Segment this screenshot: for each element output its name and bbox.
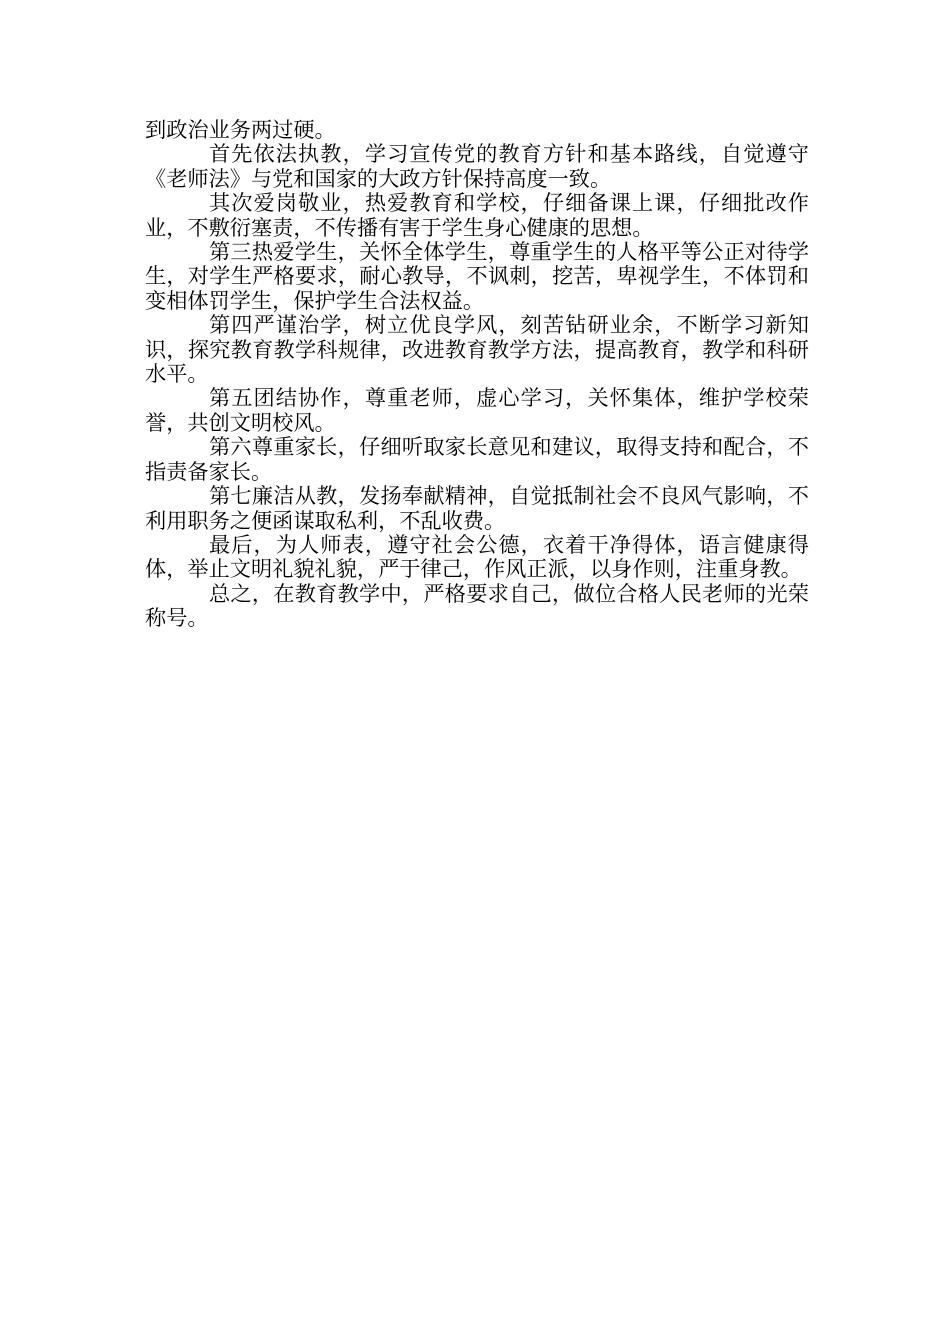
paragraph-rigorous-scholarship: 第四严谨治学，树立优良学风，刻苦钻研业余，不断学习新知识，探究教育教学科规律，改进教育教学方法，提高教育，教学和科研水平。 [145,312,809,387]
paragraph-respect-parents: 第六尊重家长，仔细听取家长意见和建议，取得支持和配合，不指责备家长。 [145,434,809,484]
paragraph-conclusion: 总之，在教育教学中，严格要求自己，做位合格人民老师的光荣称号。 [145,580,809,631]
paragraph-role-model: 最后，为人师表，遵守社会公德，衣着干净得体，语言健康得体，举止文明礼貌礼貌，严于律己，作风正派，以身作则，注重身教。 [145,531,809,582]
paragraph-love-students: 第三热爱学生，关怀全体学生，尊重学生的人格平等公正对待学生，对学生严格要求，耐心教导，不讽刺，挖苦，卑视学生，不体罚和变相体罚学生，保护学生合法权益。 [145,239,809,313]
paragraph-cooperation: 第五团结协作，尊重老师，虚心学习，关怀集体，维护学校荣誉，共创文明校风。 [145,385,809,435]
paragraph-law-abiding: 首先依法执教，学习宣传党的教育方针和基本路线，自觉遵守《老师法》与党和国家的大政方针保持高度一致。 [145,141,809,191]
paragraph-continuation: 到政治业务两过硬。 [145,117,336,142]
document-body [145,118,809,631]
paragraph-integrity: 第七廉洁从教，发扬奉献精神，自觉抵制社会不良风气影响，不利用职务之便函谋取私利，不乱收费。 [145,483,809,533]
paragraph-dedication: 其次爱岗敬业，热爱教育和学校，仔细备课上课，仔细批改作业，不敷衍塞责，不传播有害于学生身心健康的思想。 [145,190,809,240]
